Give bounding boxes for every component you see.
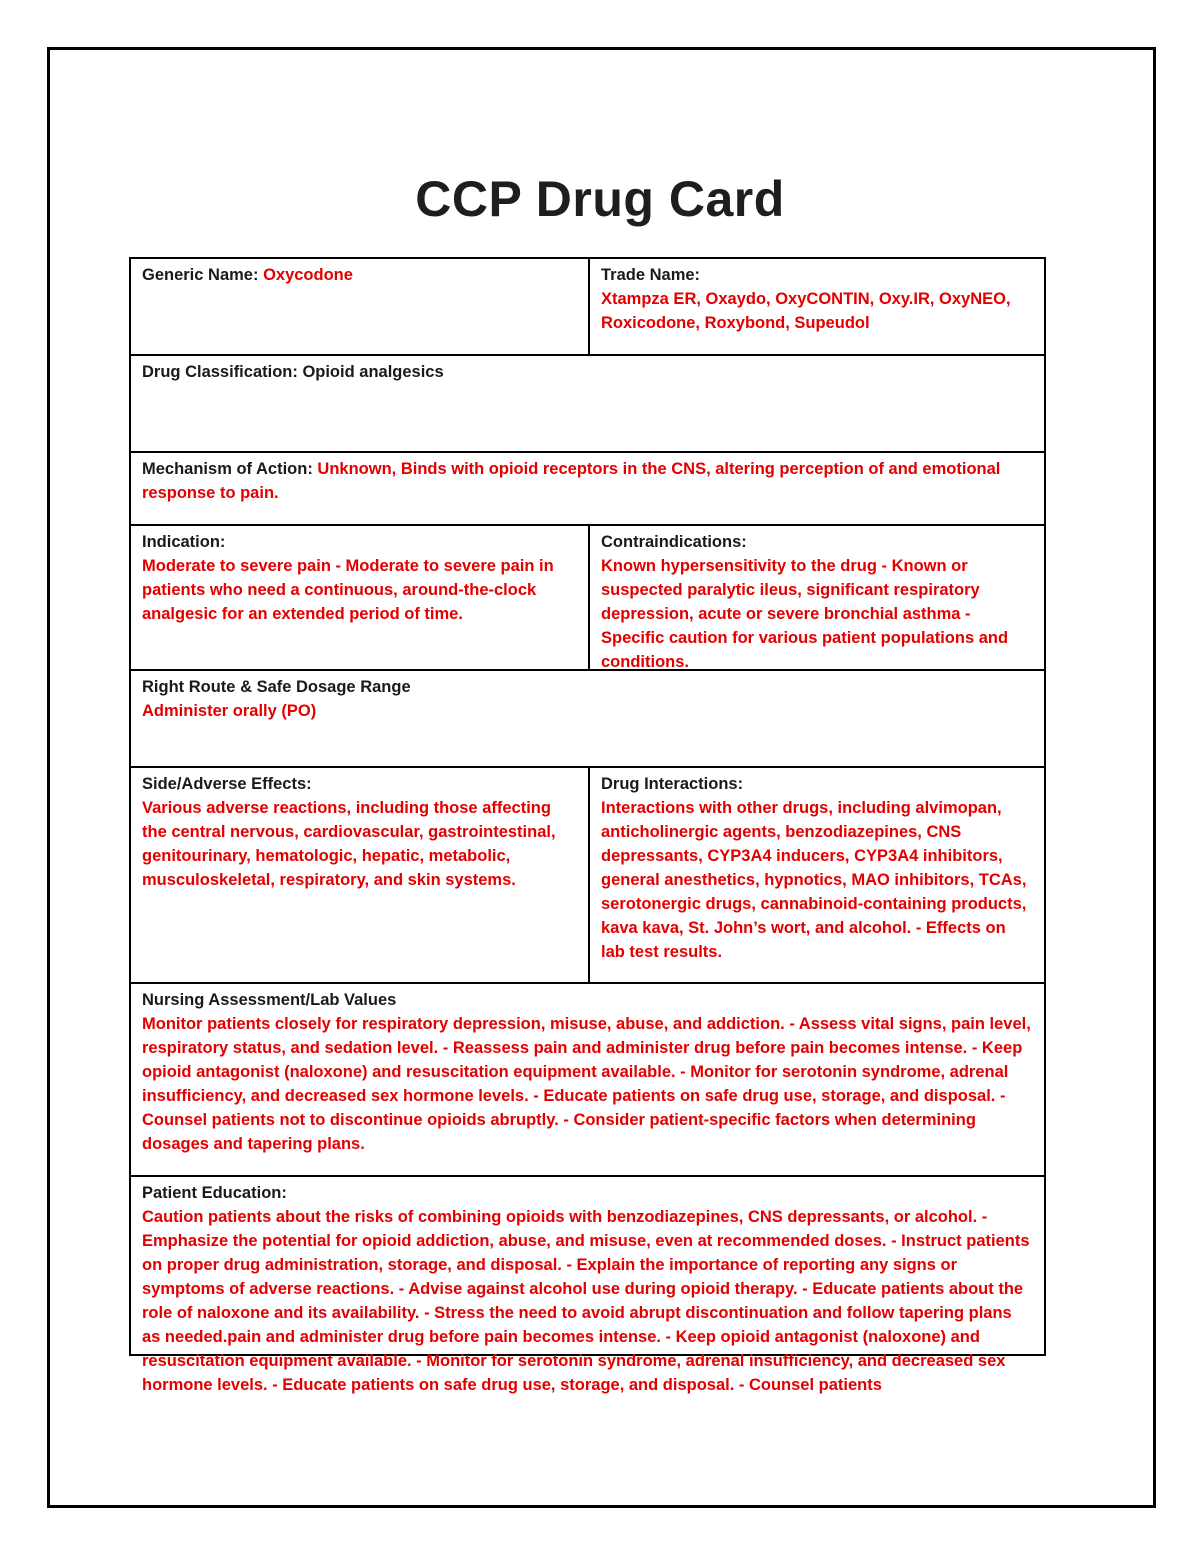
route-value: Administer orally (PO) bbox=[142, 702, 317, 720]
trade-name-cell bbox=[590, 259, 1044, 354]
mechanism-label: Mechanism of Action: bbox=[142, 460, 318, 478]
mechanism-value: Unknown, Binds with opioid receptors in the CNS, altering perception of and emotional response to pain. bbox=[142, 460, 1001, 502]
indication-label: Indication: bbox=[142, 533, 226, 551]
generic-name-cell bbox=[131, 259, 590, 354]
side-effects-value: Various adverse reactions, including those affecting the central nervous, cardiovascular, gastrointestinal, genitourinary, hematologic, hepatic, metabolic, musculoskeletal, respiratory, and skin systems. bbox=[142, 799, 556, 889]
classification-cell bbox=[131, 356, 1044, 451]
contraindications-label: Contraindications: bbox=[601, 533, 747, 551]
indication-value: Moderate to severe pain - Moderate to severe pain in patients who need a continuous, around-the-clock analgesic for an extended period of time. bbox=[142, 557, 554, 623]
nursing-label: Nursing Assessment/Lab Values bbox=[142, 991, 397, 1009]
generic-name-label: Generic Name: bbox=[142, 266, 264, 284]
side-effects-cell bbox=[131, 768, 590, 982]
trade-name-value: Xtampza ER, Oxaydo, OxyCONTIN, Oxy.IR, OxyNEO, Roxicodone, Roxybond, Supeudol bbox=[601, 290, 1011, 332]
row-education bbox=[131, 1177, 1044, 1394]
row-names bbox=[131, 259, 1044, 356]
interactions-label: Drug Interactions: bbox=[601, 775, 744, 793]
nursing-value: Monitor patients closely for respiratory depression, misuse, abuse, and addiction. - Assess vital signs, pain level, respiratory status, and sedation level. - Reassess pain and administer drug before pain becomes intense. - Keep opioid antagonist (naloxone) and resuscitation equipment available. - Monitor for serotonin syndrome, adrenal insufficiency, and decreased sex hormone levels. - Educate patients on safe drug use, storage, and disposal. - Counsel patients not to discontinue opioids abruptly. - Consider patient-specific factors when determining dosages and tapering plans. bbox=[142, 1015, 1031, 1153]
route-label: Right Route & Safe Dosage Range bbox=[142, 678, 411, 696]
education-label: Patient Education: bbox=[142, 1184, 287, 1202]
education-value: Caution patients about the risks of combining opioids with benzodiazepines, CNS depressants, or alcohol. - Emphasize the potential for opioid addiction, abuse, and misuse, even at recommended doses. - Instruct patients on proper drug administration, storage, and disposal. - Explain the importance of reporting any signs or symptoms of adverse reactions. - Advise against alcohol use during opioid therapy. - Educate patients about the role of naloxone and its availability. - Stress the need to avoid abrupt discontinuation and follow tapering plans as needed.pain and administer drug before pain becomes intense. - Keep opioid antagonist (naloxone) and resuscitation equipment available. - Monitor for serotonin syndrome, adrenal insufficiency, and decreased sex hormone levels. - Educate patients on safe drug use, storage, and disposal. - Counsel patients bbox=[142, 1208, 1030, 1394]
row-route bbox=[131, 671, 1044, 768]
row-classification bbox=[131, 356, 1044, 453]
nursing-cell bbox=[131, 984, 1044, 1175]
row-nursing bbox=[131, 984, 1044, 1177]
row-indication bbox=[131, 526, 1044, 671]
contraindications-value: Known hypersensitivity to the drug - Known or suspected paralytic ileus, significant respiratory depression, acute or severe bronchial asthma - Specific caution for various patient populations and conditions. bbox=[601, 557, 1009, 671]
mechanism-cell bbox=[131, 453, 1044, 524]
education-cell bbox=[131, 1177, 1044, 1394]
trade-name-label: Trade Name: bbox=[601, 266, 701, 284]
contraindications-cell bbox=[590, 526, 1044, 669]
classification-label: Drug Classification: Opioid analgesics bbox=[142, 363, 444, 381]
row-mechanism bbox=[131, 453, 1044, 526]
interactions-cell bbox=[590, 768, 1044, 982]
generic-name-value: Oxycodone bbox=[263, 266, 353, 284]
row-effects bbox=[131, 768, 1044, 984]
side-effects-label: Side/Adverse Effects: bbox=[142, 775, 312, 793]
indication-cell bbox=[131, 526, 590, 669]
drug-card-table bbox=[129, 257, 1046, 1394]
page-title: CCP Drug Card bbox=[415, 171, 785, 227]
route-cell bbox=[131, 671, 1044, 766]
interactions-value: Interactions with other drugs, including alvimopan, anticholinergic agents, benzodiazepines, CNS depressants, CYP3A4 inducers, CYP3A4 inhibitors, general anesthetics, hypnotics, MAO inhibitors, TCAs, serotonergic drugs, cannabinoid-containing products, kava kava, St. John’s wort, and alcohol. - Effects on lab test results. bbox=[601, 799, 1027, 961]
